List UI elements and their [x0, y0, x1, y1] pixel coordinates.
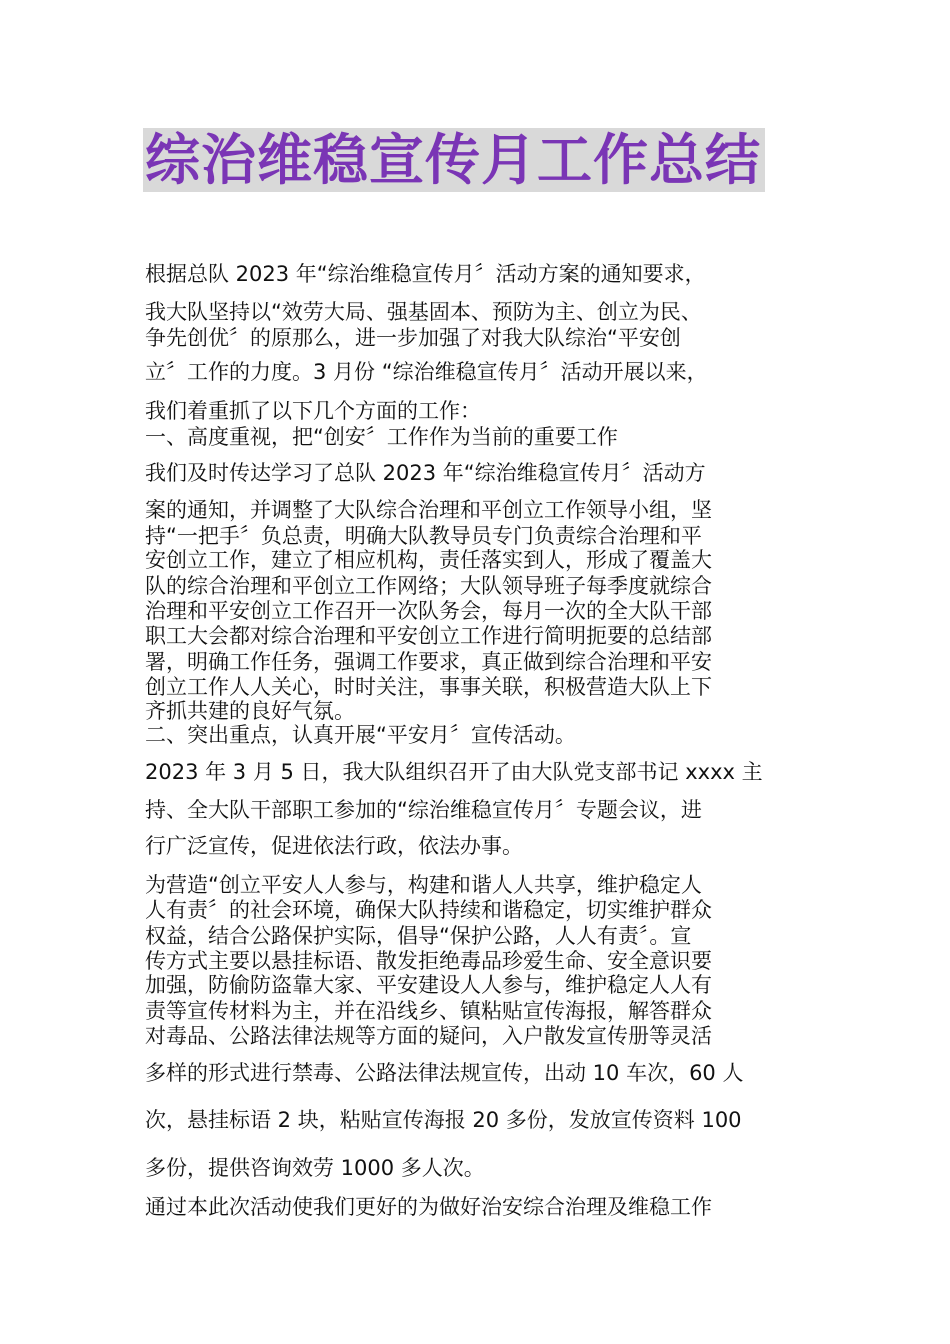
- body-line-12: 治理和平安创立工作召开一次队务会，每月一次的全大队干部: [145, 599, 712, 623]
- body-line-20: 行广泛宣传，促进依法行政，依法办事。: [145, 834, 523, 858]
- body-line-11: 队的综合治理和平创立工作网络；大队领导班子每季度就综合: [145, 574, 712, 598]
- body-line-27: 对毒品、公路法律法规等方面的疑问，入户散发宣传册等灵活: [145, 1024, 712, 1048]
- body-line-5: 我们着重抓了以下几个方面的工作：: [145, 399, 481, 423]
- body-line-19: 持、全大队干部职工参加的“综治维稳宣传月〞专题会议，进: [145, 798, 702, 822]
- body-line-2: 我大队坚持以“效劳大局、强基固本、预防为主、创立为民、: [145, 300, 702, 324]
- body-line-14: 署，明确工作任务，强调工作要求，真正做到综合治理和平安: [145, 650, 712, 674]
- body-line-29: 次，悬挂标语 2 块，粘贴宣传海报 20 多份，发放宣传资料 100: [145, 1108, 742, 1132]
- body-line-4: 立〞工作的力度。3 月份 “综治维稳宣传月〞活动开展以来，: [145, 360, 708, 384]
- body-line-30: 多份，提供咨询效劳 1000 多人次。: [145, 1156, 485, 1180]
- body-line-24: 传方式主要以悬挂标语、散发拒绝毒品珍爱生命、安全意识要: [145, 949, 712, 973]
- document-title: 综治维稳宣传月工作总结: [143, 128, 765, 192]
- body-line-15: 创立工作人人关心，时时关注，事事关联，积极营造大队上下: [145, 675, 712, 699]
- body-line-1: 根据总队 2023 年“综治维稳宣传月〞活动方案的通知要求，: [145, 262, 706, 286]
- body-line-18: 2023 年 3 月 5 日，我大队组织召开了由大队党支部书记 xxxx 主: [145, 760, 763, 784]
- body-line-3: 争先创优〞的原那么，进一步加强了对我大队综治“平安创: [145, 326, 681, 350]
- body-line-21: 为营造“创立平安人人参与，构建和谐人人共享，维护稳定人: [145, 873, 702, 897]
- body-line-31: 通过本此次活动使我们更好的为做好治安综合治理及维稳工作: [145, 1195, 712, 1219]
- body-line-25: 加强，防偷防盗靠大家、平安建设人人参与，维护稳定人人有: [145, 973, 712, 997]
- body-line-8: 案的通知，并调整了大队综合治理和平创立工作领导小组，坚: [145, 498, 712, 522]
- body-line-22: 人有责〞的社会环境，确保大队持续和谐稳定，切实维护群众: [145, 898, 712, 922]
- body-line-13: 职工大会都对综合治理和平安创立工作进行简明扼要的总结部: [145, 624, 712, 648]
- section-heading-1: 一、高度重视，把“创安〞工作作为当前的重要工作: [145, 425, 618, 449]
- body-line-26: 责等宣传材料为主，并在沿线乡、镇粘贴宣传海报，解答群众: [145, 999, 712, 1023]
- body-line-9: 持“一把手〞负总责，明确大队教导员专门负责综合治理和平: [145, 524, 702, 548]
- body-line-7: 我们及时传达学习了总队 2023 年“综治维稳宣传月〞活动方: [145, 461, 706, 485]
- body-line-23: 权益，结合公路保护实际，倡导“保护公路，人人有责〞。宣: [145, 924, 692, 948]
- body-line-28: 多样的形式进行禁毒、公路法律法规宣传，出动 10 车次，60 人: [145, 1061, 744, 1085]
- section-heading-2: 二、突出重点，认真开展“平安月〞宣传活动。: [145, 723, 576, 747]
- body-line-16: 齐抓共建的良好气氛。: [145, 699, 355, 723]
- body-line-10: 安创立工作，建立了相应机构，责任落实到人，形成了覆盖大: [145, 548, 712, 572]
